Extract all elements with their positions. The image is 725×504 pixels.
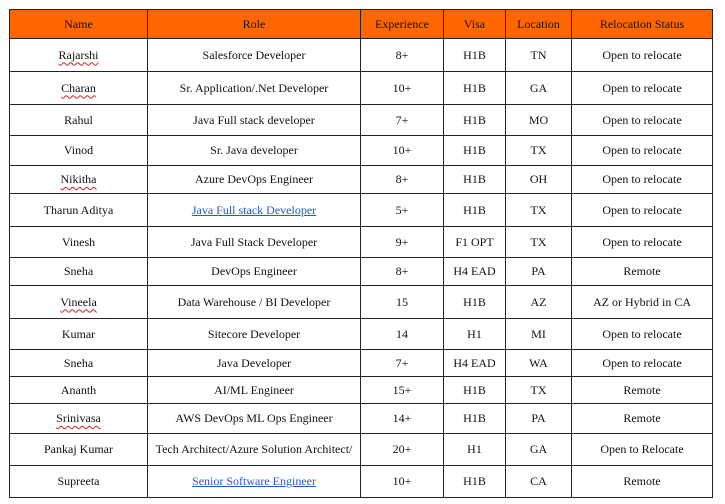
name-text: Pankaj Kumar <box>44 442 113 456</box>
cell-location <box>506 350 572 377</box>
cell-experience <box>361 258 444 286</box>
role-text: Java Full stack developer <box>193 112 315 127</box>
location-text: MI <box>531 326 546 341</box>
cell-name <box>10 350 148 377</box>
role-text: AWS DevOps ML Ops Engineer <box>175 411 333 425</box>
cell-role <box>148 404 361 434</box>
table-row <box>10 350 713 377</box>
header-name: Name <box>10 10 148 39</box>
cell-visa <box>444 194 506 227</box>
location-text: MO <box>528 112 549 127</box>
location-text: PA <box>531 264 546 278</box>
experience-text: 20+ <box>392 442 412 456</box>
cell-role <box>148 377 361 404</box>
table-row <box>10 72 713 105</box>
role-text: AI/ML Engineer <box>214 382 294 397</box>
visa-text: H4 EAD <box>453 355 496 370</box>
experience-text: 15+ <box>392 382 412 397</box>
role-text: Sitecore Developer <box>207 326 301 341</box>
cell-name <box>10 258 148 286</box>
visa-text: H1 <box>467 442 482 456</box>
cell-role <box>148 350 361 377</box>
role-text: Sr. Java developer <box>210 143 298 157</box>
experience-text: 8+ <box>395 172 409 186</box>
cell-visa <box>444 39 506 72</box>
cell-name <box>10 72 148 105</box>
cell-visa <box>444 258 506 286</box>
table-row <box>10 105 713 136</box>
cell-visa <box>444 136 506 166</box>
cell-relocation <box>572 434 713 466</box>
table-row <box>10 39 713 72</box>
cell-name <box>10 377 148 404</box>
cell-role <box>148 227 361 258</box>
location-text: AZ <box>530 294 547 309</box>
experience-text: 9+ <box>395 234 409 249</box>
cell-relocation <box>572 39 713 72</box>
cell-experience <box>361 166 444 194</box>
cell-role <box>148 258 361 286</box>
visa-text: H1B <box>463 294 486 309</box>
name-text: Vineela <box>60 294 97 309</box>
relocation-text: Remote <box>623 264 661 278</box>
cell-experience <box>361 377 444 404</box>
experience-text: 8+ <box>395 264 409 278</box>
cell-relocation <box>572 194 713 227</box>
role-text: Java Full Stack Developer <box>190 234 318 249</box>
cell-visa <box>444 466 506 498</box>
role-text: Data Warehouse / BI Developer <box>177 294 331 309</box>
table-row <box>10 377 713 404</box>
experience-text: 7+ <box>395 355 409 370</box>
header-experience: Experience <box>361 10 444 39</box>
relocation-text: Open to relocate <box>602 112 682 127</box>
visa-text: H1B <box>463 474 486 488</box>
cell-name <box>10 39 148 72</box>
cell-experience <box>361 72 444 105</box>
cell-role[interactable] <box>148 194 361 227</box>
cell-relocation <box>572 136 713 166</box>
relocation-text: Remote <box>623 382 661 397</box>
table-row <box>10 136 713 166</box>
name-text: Srinivasa <box>56 411 101 425</box>
candidate-table-container <box>9 9 713 498</box>
cell-location <box>506 72 572 105</box>
name-text: Rajarshi <box>58 47 99 62</box>
cell-name <box>10 194 148 227</box>
cell-name <box>10 136 148 166</box>
header-relocation-status: Relocation Status <box>572 10 713 39</box>
role-text: Tech Architect/Azure Solution Architect/ <box>155 442 353 456</box>
cell-location <box>506 258 572 286</box>
role-text: DevOps Engineer <box>211 264 297 278</box>
cell-visa <box>444 319 506 350</box>
name-text: Sneha <box>63 355 94 370</box>
cell-location <box>506 105 572 136</box>
relocation-text: Remote <box>623 474 661 488</box>
relocation-text: Open to relocate <box>602 355 682 370</box>
experience-text: 15 <box>396 294 408 309</box>
visa-text: H1B <box>463 112 486 127</box>
cell-relocation <box>572 227 713 258</box>
cell-experience <box>361 350 444 377</box>
cell-relocation <box>572 258 713 286</box>
visa-text: H1B <box>463 411 486 425</box>
cell-relocation <box>572 466 713 498</box>
experience-text: 14+ <box>392 411 412 425</box>
cell-role <box>148 72 361 105</box>
cell-name <box>10 319 148 350</box>
cell-location <box>506 404 572 434</box>
experience-text: 10+ <box>392 474 412 488</box>
relocation-text: Remote <box>623 411 661 425</box>
name-text: Sneha <box>63 264 94 278</box>
cell-location <box>506 166 572 194</box>
table-row <box>10 194 713 227</box>
location-text: GA <box>529 80 548 95</box>
cell-name <box>10 434 148 466</box>
header-role: Role <box>148 10 361 39</box>
cell-experience <box>361 404 444 434</box>
cell-location <box>506 39 572 72</box>
cell-name <box>10 227 148 258</box>
cell-relocation <box>572 72 713 105</box>
visa-text: H1B <box>463 172 486 186</box>
location-text: PA <box>531 411 546 425</box>
visa-text: H1B <box>463 202 486 217</box>
cell-name <box>10 166 148 194</box>
cell-role <box>148 286 361 319</box>
experience-text: 8+ <box>395 47 409 62</box>
role-text: Azure DevOps Engineer <box>195 172 313 186</box>
cell-role <box>148 136 361 166</box>
visa-text: H1B <box>463 143 486 157</box>
cell-location <box>506 434 572 466</box>
cell-relocation <box>572 319 713 350</box>
table-row <box>10 227 713 258</box>
cell-experience <box>361 434 444 466</box>
visa-text: H1 <box>467 326 482 341</box>
cell-experience <box>361 105 444 136</box>
relocation-text: Open to relocate <box>602 47 682 62</box>
location-text: TX <box>530 202 547 217</box>
name-text: Vinod <box>63 143 94 157</box>
table-row <box>10 434 713 466</box>
location-text: TX <box>530 234 547 249</box>
name-text: Vinesh <box>61 234 96 249</box>
cell-visa <box>444 166 506 194</box>
role-link[interactable]: Java Full stack Developer <box>191 202 317 217</box>
table-body <box>10 39 713 498</box>
cell-experience <box>361 286 444 319</box>
cell-relocation <box>572 286 713 319</box>
role-text: Sr. Application/.Net Developer <box>179 80 329 95</box>
cell-location <box>506 466 572 498</box>
location-text: WA <box>529 355 548 370</box>
name-text: Charan <box>61 80 96 95</box>
table-row <box>10 466 713 498</box>
table-row <box>10 286 713 319</box>
cell-role <box>148 434 361 466</box>
cell-visa <box>444 72 506 105</box>
experience-text: 10+ <box>392 143 412 157</box>
cell-experience <box>361 319 444 350</box>
cell-experience <box>361 466 444 498</box>
table-row <box>10 319 713 350</box>
header-visa: Visa <box>444 10 506 39</box>
cell-location <box>506 286 572 319</box>
role-text: Salesforce Developer <box>202 47 306 62</box>
cell-name <box>10 105 148 136</box>
location-text: TN <box>530 47 547 62</box>
visa-text: H4 EAD <box>453 264 496 278</box>
cell-relocation <box>572 404 713 434</box>
cell-visa <box>444 105 506 136</box>
cell-location <box>506 136 572 166</box>
cell-role[interactable] <box>148 466 361 498</box>
cell-location <box>506 194 572 227</box>
experience-text: 10+ <box>392 80 412 95</box>
table-row <box>10 258 713 286</box>
cell-visa <box>444 404 506 434</box>
relocation-text: Open to relocate <box>602 143 682 157</box>
location-text: CA <box>530 474 547 488</box>
cell-location <box>506 377 572 404</box>
cell-relocation <box>572 105 713 136</box>
table-header-row <box>10 10 713 39</box>
table-row <box>10 404 713 434</box>
header-location: Location <box>506 10 572 39</box>
candidate-table <box>9 9 713 498</box>
experience-text: 5+ <box>395 202 409 217</box>
relocation-text: Open to relocate <box>602 80 682 95</box>
cell-name <box>10 466 148 498</box>
visa-text: F1 OPT <box>455 234 494 249</box>
cell-experience <box>361 39 444 72</box>
cell-visa <box>444 350 506 377</box>
name-text: Nikitha <box>60 172 97 186</box>
relocation-text: Open to relocate <box>602 234 682 249</box>
visa-text: H1B <box>463 47 486 62</box>
cell-role <box>148 39 361 72</box>
cell-visa <box>444 227 506 258</box>
cell-role <box>148 319 361 350</box>
visa-text: H1B <box>463 80 486 95</box>
cell-location <box>506 319 572 350</box>
relocation-text: AZ or Hybrid in CA <box>593 294 691 309</box>
location-text: TX <box>530 382 547 397</box>
cell-relocation <box>572 166 713 194</box>
cell-location <box>506 227 572 258</box>
name-text: Supreeta <box>57 474 100 488</box>
location-text: GA <box>529 442 548 456</box>
cell-experience <box>361 227 444 258</box>
cell-name <box>10 286 148 319</box>
table-row <box>10 166 713 194</box>
cell-visa <box>444 286 506 319</box>
cell-experience <box>361 194 444 227</box>
experience-text: 7+ <box>395 112 409 127</box>
location-text: OH <box>529 172 548 186</box>
cell-name <box>10 404 148 434</box>
relocation-text: Open to relocate <box>602 202 682 217</box>
relocation-text: Open to relocate <box>602 172 682 186</box>
visa-text: H1B <box>463 382 486 397</box>
relocation-text: Open to Relocate <box>600 442 684 456</box>
name-text: Tharun Aditya <box>43 202 114 217</box>
cell-relocation <box>572 377 713 404</box>
experience-text: 14 <box>396 326 408 341</box>
name-text: Rahul <box>64 112 93 127</box>
role-text: Java Developer <box>216 355 292 370</box>
location-text: TX <box>530 143 547 157</box>
relocation-text: Open to relocate <box>602 326 682 341</box>
cell-role <box>148 166 361 194</box>
role-link[interactable]: Senior Software Engineer <box>192 474 316 488</box>
cell-relocation <box>572 350 713 377</box>
cell-experience <box>361 136 444 166</box>
cell-role <box>148 105 361 136</box>
name-text: Ananth <box>60 382 97 397</box>
name-text: Kumar <box>61 326 96 341</box>
cell-visa <box>444 434 506 466</box>
cell-visa <box>444 377 506 404</box>
